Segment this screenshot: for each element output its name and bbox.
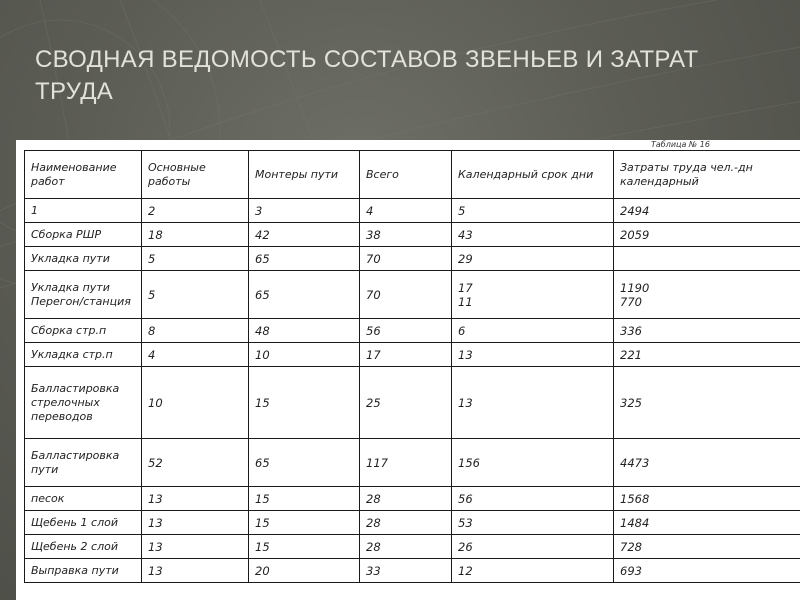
table-cell: 42 — [249, 223, 360, 247]
table-cell: 336 — [614, 319, 800, 343]
table-cell: 1568 — [614, 487, 800, 511]
table-cell: 13 — [142, 511, 249, 535]
table-cell: 4 — [360, 199, 452, 223]
table-cell — [614, 271, 800, 319]
table-cell: Сборка РШР — [25, 223, 142, 247]
table-cell: 10 — [249, 343, 360, 367]
table-cell: 29 — [452, 247, 614, 271]
cell-line: 17 — [458, 280, 473, 295]
table-cell: Сборка стр.п — [25, 319, 142, 343]
header-cell: Затраты труда чел.-дн календарный — [614, 151, 800, 199]
table-cell: 5 — [142, 271, 249, 319]
table-cell: 28 — [360, 487, 452, 511]
table-row — [25, 367, 800, 439]
table-row — [25, 199, 800, 223]
table-cell: 2 — [142, 199, 249, 223]
table-cell: 6 — [452, 319, 614, 343]
table-cell: 53 — [452, 511, 614, 535]
header-cell: Всего — [360, 151, 452, 199]
table-cell: 33 — [360, 559, 452, 583]
table-cell — [25, 439, 142, 487]
table-cell: 26 — [452, 535, 614, 559]
table-cell: 18 — [142, 223, 249, 247]
header-cell: Основные работы — [142, 151, 249, 199]
table-row — [25, 223, 800, 247]
table-cell: 13 — [142, 559, 249, 583]
table-cell — [25, 271, 142, 319]
summary-table — [24, 150, 800, 583]
cell-line: 1190 — [620, 280, 650, 295]
table-row — [25, 535, 800, 559]
table-cell: Щебень 1 слой — [25, 511, 142, 535]
table-cell: 17 — [360, 343, 452, 367]
table-cell: 2059 — [614, 223, 800, 247]
table-cell: 65 — [249, 247, 360, 271]
table-cell: песок — [25, 487, 142, 511]
table-cell: 12 — [452, 559, 614, 583]
table-cell: 8 — [142, 319, 249, 343]
table-cell: 13 — [142, 487, 249, 511]
table-header-row — [25, 151, 800, 199]
table-row — [25, 511, 800, 535]
header-cell: Наименование работ — [25, 151, 142, 199]
table-cell: 15 — [249, 367, 360, 439]
table-reference-label: Таблица № 16 — [651, 140, 710, 149]
table-cell: 13 — [452, 343, 614, 367]
table-cell: 15 — [249, 487, 360, 511]
header-cell: Монтеры пути — [249, 151, 360, 199]
table-cell: 56 — [360, 319, 452, 343]
table-cell: 728 — [614, 535, 800, 559]
cell-line: 770 — [620, 294, 642, 309]
table-cell: Укладка стр.п — [25, 343, 142, 367]
table-cell: 28 — [360, 511, 452, 535]
table-cell: 13 — [142, 535, 249, 559]
table-cell: Щебень 2 слой — [25, 535, 142, 559]
table-row — [25, 343, 800, 367]
table-cell: 15 — [249, 535, 360, 559]
table-cell: 25 — [360, 367, 452, 439]
table-cell: 4473 — [614, 439, 800, 487]
cell-line: Укладка пути — [31, 280, 110, 294]
cell-line: пути — [31, 462, 59, 476]
table-cell: 28 — [360, 535, 452, 559]
table-cell: 43 — [452, 223, 614, 247]
slide-title: СВОДНАЯ ВЕДОМОСТЬ СОСТАВОВ ЗВЕНЬЕВ И ЗАТРАТ ТРУДА — [35, 46, 699, 105]
table-cell: 5 — [142, 247, 249, 271]
table-cell: 15 — [249, 511, 360, 535]
table-cell: 2494 — [614, 199, 800, 223]
cell-line: стрелочных — [31, 395, 100, 409]
table-cell: 5 — [452, 199, 614, 223]
table-cell: 38 — [360, 223, 452, 247]
table-cell: 65 — [249, 271, 360, 319]
table-cell — [614, 247, 800, 271]
table-cell — [25, 367, 142, 439]
table-cell: 70 — [360, 271, 452, 319]
table-cell: 4 — [142, 343, 249, 367]
table-cell: 693 — [614, 559, 800, 583]
cell-line: Перегон/станция — [31, 294, 131, 308]
table-cell: 20 — [249, 559, 360, 583]
table-cell: 325 — [614, 367, 800, 439]
table-row — [25, 271, 800, 319]
table-cell: 221 — [614, 343, 800, 367]
table-cell: 1 — [25, 199, 142, 223]
table-row — [25, 319, 800, 343]
table-cell: 65 — [249, 439, 360, 487]
header-cell: Календарный срок дни — [452, 151, 614, 199]
table-row — [25, 487, 800, 511]
cell-line: Балластировка — [31, 381, 120, 395]
table-cell: 52 — [142, 439, 249, 487]
cell-line: 11 — [458, 294, 473, 309]
table-cell: 156 — [452, 439, 614, 487]
table-row — [25, 247, 800, 271]
cell-line: Балластировка — [31, 448, 120, 462]
table-cell: 48 — [249, 319, 360, 343]
table-cell — [452, 271, 614, 319]
table-cell: 10 — [142, 367, 249, 439]
scanned-table-sheet — [16, 140, 800, 600]
table-cell: Выправка пути — [25, 559, 142, 583]
cell-line: переводов — [31, 409, 93, 423]
table-cell: 1484 — [614, 511, 800, 535]
table-cell: 70 — [360, 247, 452, 271]
table-row — [25, 559, 800, 583]
table-cell: 3 — [249, 199, 360, 223]
table-cell: 117 — [360, 439, 452, 487]
table-cell: Укладка пути — [25, 247, 142, 271]
table-cell: 56 — [452, 487, 614, 511]
table-cell: 13 — [452, 367, 614, 439]
table-row — [25, 439, 800, 487]
